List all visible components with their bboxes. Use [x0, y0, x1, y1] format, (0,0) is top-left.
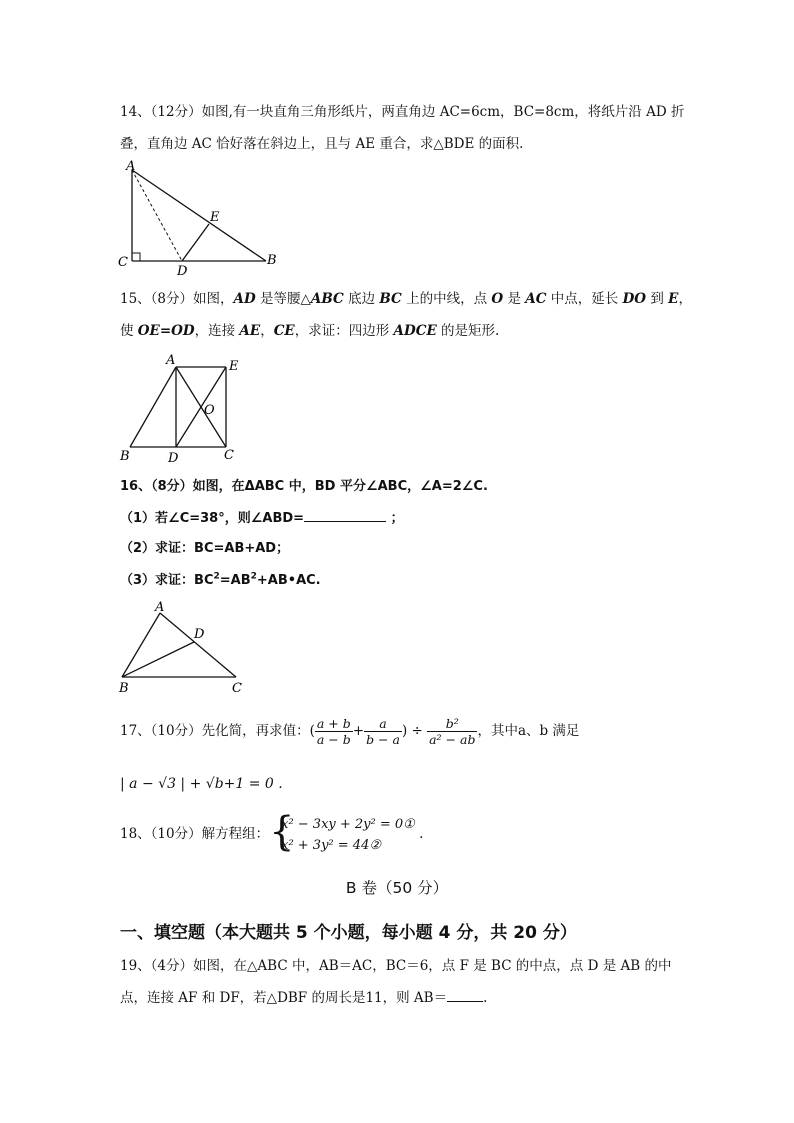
q16-part3-text: （3）求证：BC: [120, 573, 214, 588]
q14-line1: 14、（12分）如图,有一块直角三角形纸片，两直角边 AC=6cm，BC=8cm，将纸片沿 AD 折: [120, 104, 685, 120]
q15-var: OE=OD: [137, 323, 195, 339]
q15-text: ，求证：四边形: [294, 323, 394, 339]
q17-line1: [120, 713, 579, 749]
q15-text: ，连接: [194, 323, 240, 339]
fraction-numerator: a + b: [316, 716, 351, 731]
q15-var: AD: [233, 291, 256, 307]
q15-label-a: A: [166, 353, 176, 368]
q14-label-c: C: [118, 255, 128, 270]
q15-line2: [120, 322, 499, 340]
q16-part1-text: （1）若∠C=38°，则∠ABD=: [120, 511, 305, 526]
fraction-1: [315, 716, 353, 747]
q15-text: 15、（8分）如图，: [120, 291, 234, 307]
q15-var: CE: [273, 323, 295, 339]
q14-label-e: E: [210, 210, 220, 225]
q16-part1: [120, 509, 404, 528]
fraction-denominator: a − b: [316, 732, 351, 747]
q15-var: DO: [622, 291, 647, 307]
fraction-denominator: a² − ab: [429, 732, 476, 747]
q15-line1: [120, 290, 692, 308]
q15-var: AC: [525, 291, 547, 307]
q15-label-b: B: [120, 449, 130, 464]
q15-text: 中点，延长: [546, 291, 623, 307]
q19-line2: [120, 989, 487, 1007]
q15-label-d: D: [168, 451, 179, 466]
q16-intro: 16、（8分）如图，在ΔABC 中，BD 平分∠ABC，∠A=2∠C.: [120, 479, 488, 494]
q14-figure: [114, 158, 284, 279]
q16-part3: [120, 572, 321, 590]
q15-var: BC: [379, 291, 402, 307]
q14-label-b: B: [267, 253, 277, 268]
q18-line: [120, 808, 424, 856]
q15-figure: [114, 352, 254, 464]
q17-condition: | a − √3 | + √b+1 = 0 .: [120, 776, 283, 792]
q16-part2: （2）求证：BC=AB+AD；: [120, 541, 290, 556]
q15-label-e: E: [229, 359, 239, 374]
section-fill-in-title: 一、填空题（本大题共 5 个小题，每小题 4 分，共 20 分）: [120, 923, 577, 943]
q19-line1: 19、（4分）如图，在△ABC 中，AB＝AC，BC＝6，点 F 是 BC 的中点，点 D 是 AB 的中: [120, 958, 672, 974]
q15-label-c: C: [224, 448, 234, 463]
q15-text: 的是矩形.: [436, 323, 500, 339]
q16-figure: [114, 600, 249, 695]
fraction-numerator: b²: [445, 716, 459, 731]
q15-text: ，: [678, 291, 692, 307]
fraction-2: [364, 716, 402, 747]
q15-text: 到: [646, 291, 669, 307]
q18-period: .: [419, 826, 424, 842]
q15-text: 底边: [343, 291, 380, 307]
q15-text: ，: [260, 323, 274, 339]
q16-label-b: B: [119, 681, 129, 696]
q15-var: AE: [239, 323, 261, 339]
plus-sign: +: [352, 723, 365, 739]
q17-suffix: ，其中a、b 满足: [477, 723, 580, 739]
q18-prefix: 18、（10分）解方程组：: [120, 826, 270, 842]
divide-sign: ) ÷: [401, 723, 423, 739]
q14-label-a: A: [126, 159, 136, 174]
q15-text: 是: [503, 291, 526, 307]
q16-part3-text: +AB•AC.: [256, 573, 321, 588]
superscript: 2: [250, 571, 257, 582]
q19-line2-text: 点，连接 AF 和 DF，若△DBF 的周长是11，则 AB＝: [120, 990, 448, 1006]
superscript: 2: [213, 571, 220, 582]
equation-system: [269, 808, 415, 856]
q15-text: 是等腰△: [255, 291, 311, 307]
q14-line2: 叠，直角边 AC 恰好落在斜边上，且与 AE 重合，求△BDE 的面积.: [120, 136, 524, 152]
q16-label-a: A: [155, 600, 165, 615]
q14-triangle-svg: [114, 158, 284, 279]
q15-text: 使: [120, 323, 138, 339]
q16-part1-end: ；: [386, 511, 404, 526]
answer-blank[interactable]: [447, 989, 483, 1002]
q16-triangle-svg: [114, 600, 249, 695]
q15-var: O: [491, 291, 504, 307]
fraction-numerator: a: [379, 716, 387, 731]
q19-line2-end: .: [483, 990, 488, 1006]
q16-label-d: D: [194, 627, 205, 642]
fraction-denominator: b − a: [366, 732, 400, 747]
q15-var: ABC: [310, 291, 344, 307]
q14-label-d: D: [177, 264, 188, 279]
q16-label-c: C: [232, 681, 242, 696]
fraction-3: [427, 716, 477, 747]
equation-2: x² + 3y² = 44②: [281, 837, 381, 853]
answer-blank[interactable]: [304, 509, 386, 522]
q15-rectangle-svg: [114, 352, 254, 464]
q15-label-o: O: [204, 403, 215, 418]
q16-part3-text: =AB: [219, 573, 251, 588]
q17-prefix: 17、（10分）先化简，再求值：(: [120, 723, 315, 739]
q15-var: ADCE: [393, 323, 437, 339]
q15-text: 上的中线，点: [401, 291, 492, 307]
part-b-title: B 卷（50 分）: [345, 879, 449, 897]
equation-1: x² − 3xy + 2y² = 0①: [281, 816, 415, 832]
q15-var: E: [668, 291, 679, 307]
left-brace-icon: {: [269, 808, 295, 855]
